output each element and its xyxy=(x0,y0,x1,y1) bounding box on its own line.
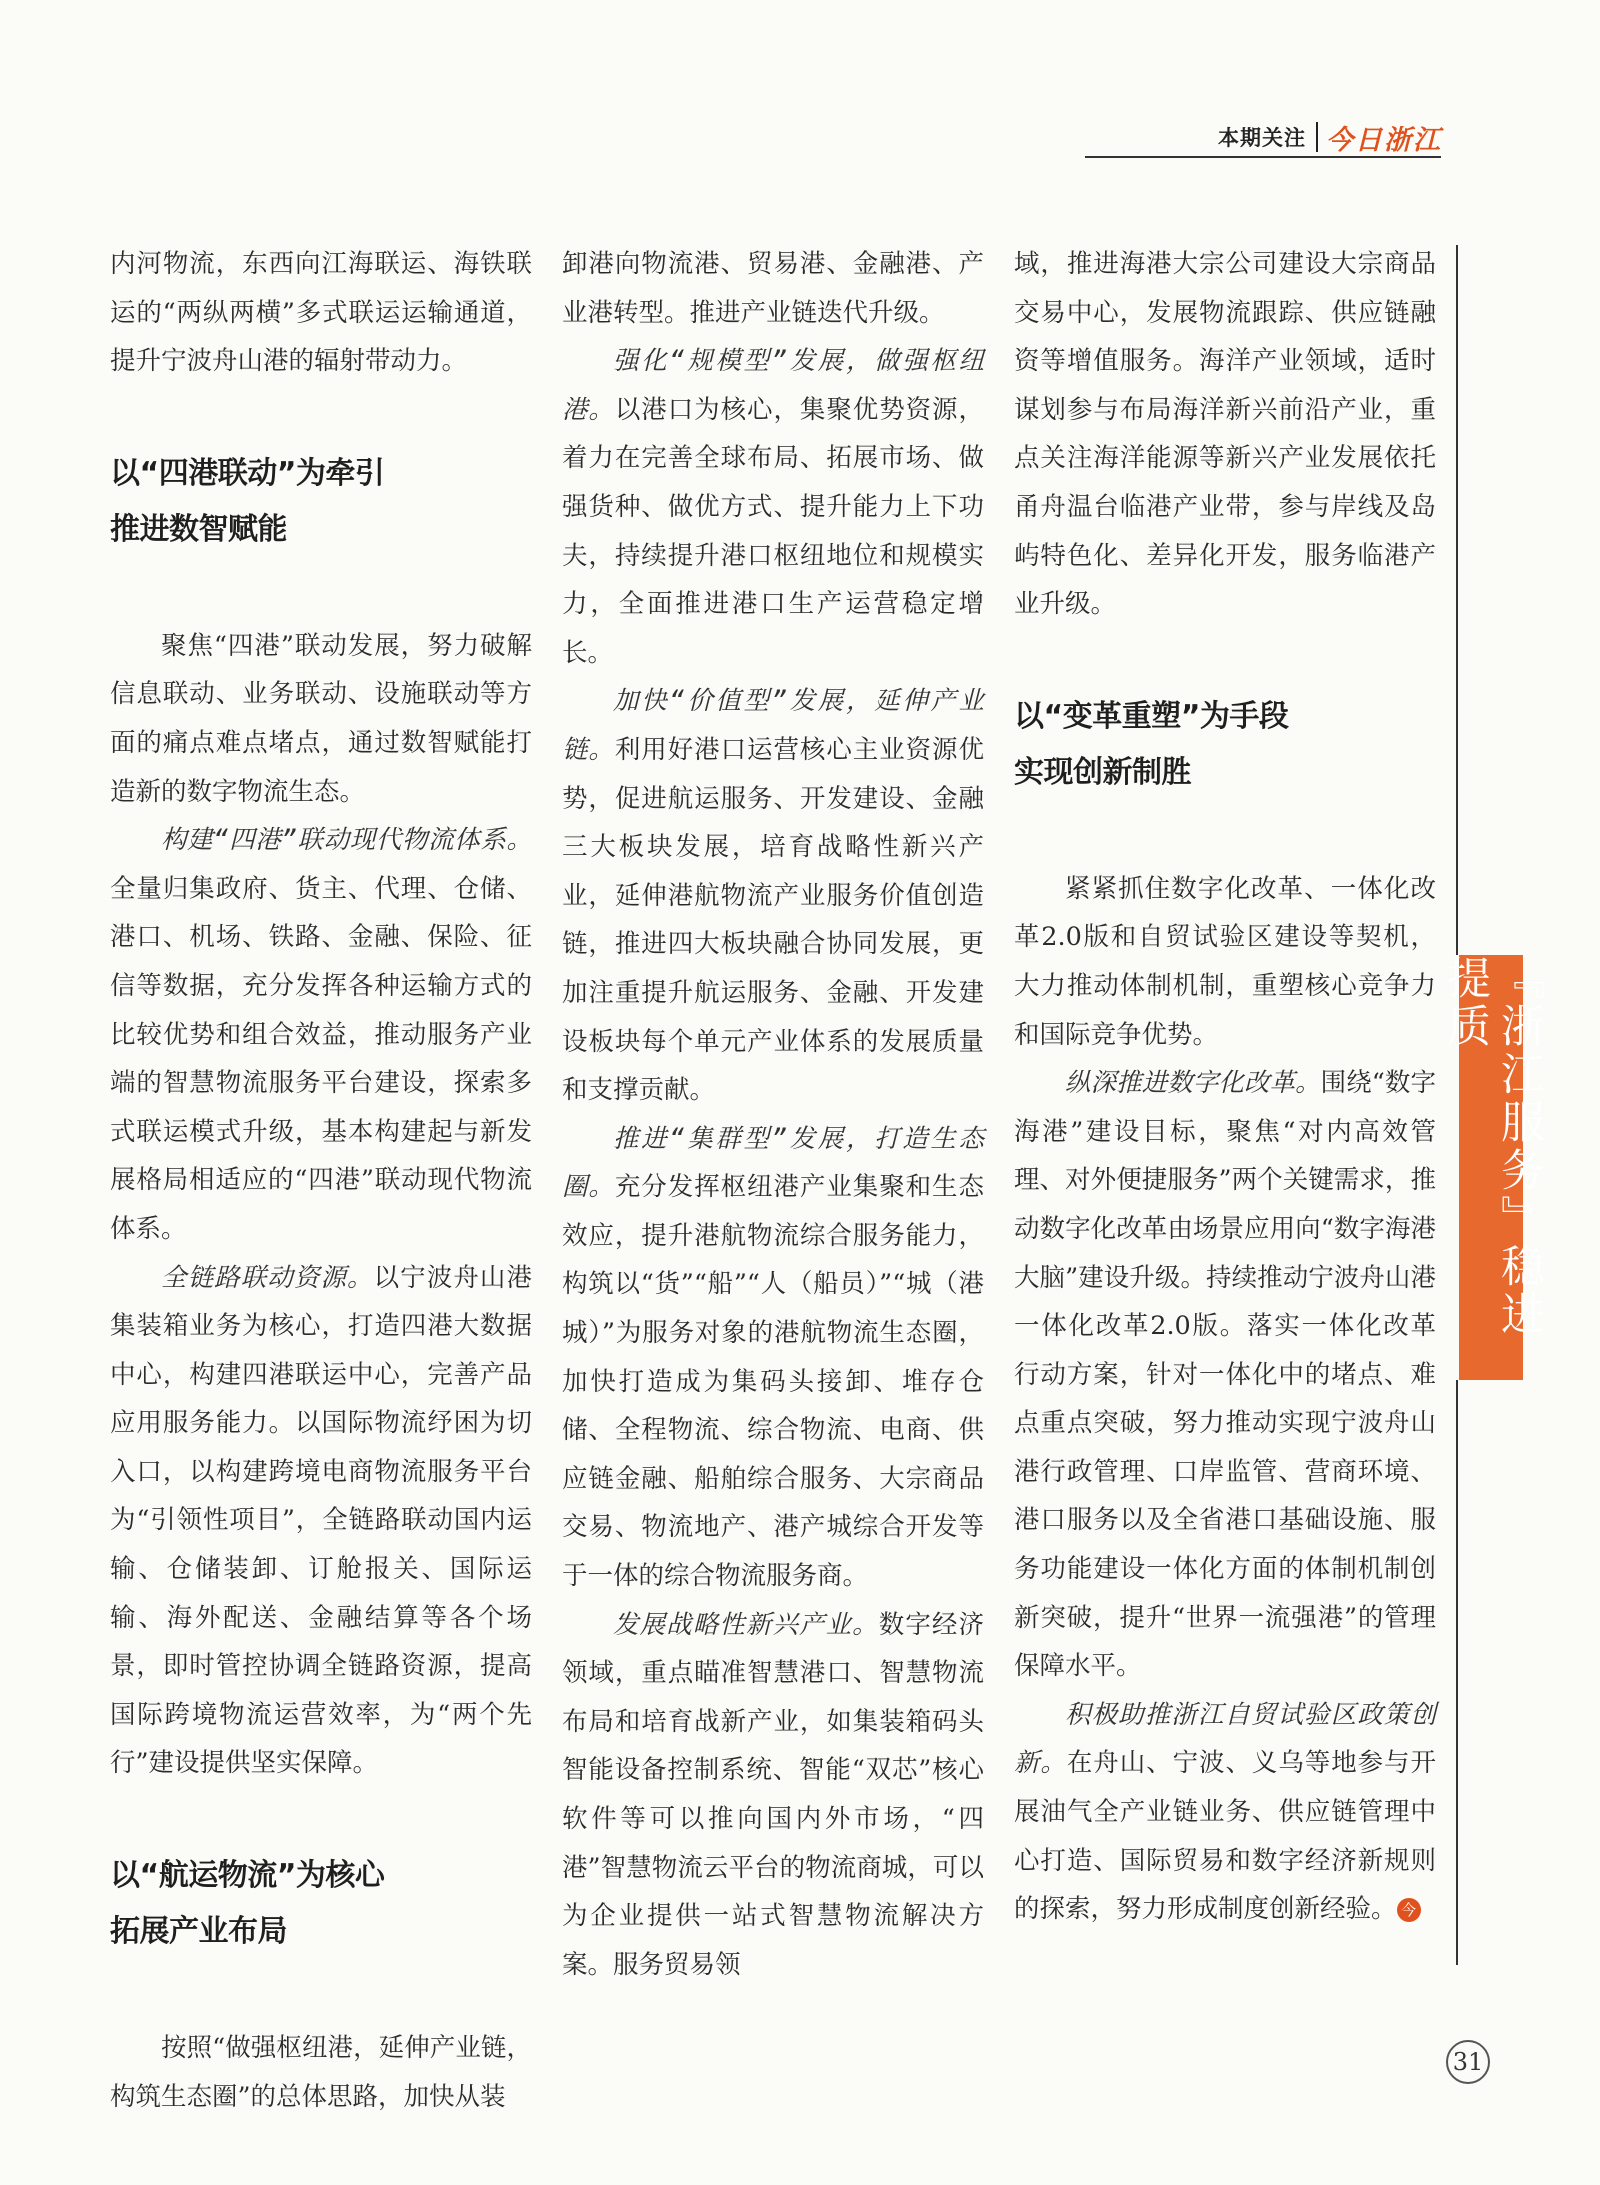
paragraph xyxy=(110,1254,532,1789)
paragraph: 聚焦“四港”联动发展，努力破解信息联动、业务联动、设施联动等方面的痛点难点堵点，通过数智赋能打造新的数字物流生态。 xyxy=(110,630,532,807)
paragraph: 紧紧抓住数字化改革、一体化改革2.0版和自贸试验区建设等契机，大力推动体制机制，重塑核心竞争力和国际竞争优势。 xyxy=(1014,873,1436,1050)
paragraph-lead: 全链路联动资源。 xyxy=(161,1262,374,1293)
paragraph xyxy=(562,677,984,1114)
paragraph-lead: 发展战略性新兴产业。 xyxy=(613,1609,879,1640)
paragraph xyxy=(1014,1059,1436,1691)
paragraph-body: 全量归集政府、货主、代理、仓储、港口、机场、铁路、金融、保险、征信等数据，充分发挥各种运输方式的比较优势和组合效益，推动服务产业端的智慧物流服务平台建设，探索多式联运模式升级，基本构建起与新发展格局相适应的“四港”联动现代物流体系。 xyxy=(110,873,532,1244)
magazine-logo: 今日浙江 xyxy=(1326,124,1442,156)
section-heading-line: 推进数智赋能 xyxy=(110,511,287,547)
paragraph-body: 充分发挥枢纽港产业集聚和生态效应，提升港航物流综合服务能力，构筑以“货”“船”“人（船员）”“城（港城）”为服务对象的港航物流生态圈，加快打造成为集码头接卸、堆存仓储、全程物流、综合物流、电商、供应链金融、船舶综合服务、大宗商品交易、物流地产、港产城综合开发等于一体的综合物流服务商。 xyxy=(562,1172,984,1592)
paragraph-body: 在舟山、宁波、义乌等地参与开展油气全产业链业务、供应链管理中心打造、国际贸易和数字经济新规则的探索，努力形成制度创新经验。 xyxy=(1014,1748,1436,1925)
section-heading-line: 以“航运物流”为核心 xyxy=(110,1858,385,1894)
article-column-1 xyxy=(110,240,532,2121)
paragraph xyxy=(110,816,532,1253)
paragraph-body: 以港口为核心，集聚优势资源，着力在完善全球布局、拓展市场、做强货种、做优方式、提升能力上下功夫，持续提升港口枢纽地位和规模实力，全面推进港口生产运营稳定增长。 xyxy=(562,394,984,668)
paragraph-lead: 强化“规模型”发展，做强枢纽港。 xyxy=(562,346,984,425)
paragraph: 卸港向物流港、贸易港、金融港、产业港转型。推进产业链迭代升级。 xyxy=(562,249,984,328)
header-divider xyxy=(1316,122,1318,152)
paragraph-lead: 加快“价值型”发展，延伸产业链。 xyxy=(562,686,984,765)
paragraph-lead: 积极助推浙江自贸试验区政策创新。 xyxy=(1014,1699,1436,1779)
side-tab-label: 『浙江服务』稳进提质 xyxy=(1439,955,1544,1339)
section-heading xyxy=(110,446,532,558)
section-heading-line: 以“四港联动”为牵引 xyxy=(110,455,385,491)
section-heading-line: 以“变革重塑”为手段 xyxy=(1014,698,1289,734)
article-column-3 xyxy=(1014,240,1436,1934)
paragraph-body: 围绕“数字海港”建设目标，聚焦“对内高效管理、对外便捷服务”两个关键需求，推动数字化改革由场景应用向“数字海港大脑”建设升级。持续推动宁波舟山港一体化改革2.0版。落实一体化改革行动方案，针对一体化中的堵点、难点重点突破，努力推动实现宁波舟山港行政管理、口岸监管、营商环境、港口服务以及全省港口基础设施、服务功能建设一体化方面的体制机制创新突破，提升“世界一流强港”的管理保障水平。 xyxy=(1014,1068,1436,1682)
page-header xyxy=(1218,120,1442,154)
paragraph xyxy=(562,1115,984,1601)
paragraph-lead: 推进“集群型”发展，打造生态圈。 xyxy=(562,1123,984,1203)
paragraph xyxy=(562,1601,984,1990)
end-mark-icon: 今 xyxy=(1397,1898,1421,1922)
section-heading xyxy=(1014,689,1436,801)
paragraph xyxy=(562,337,984,677)
paragraph-body: 以宁波舟山港集装箱业务为核心，打造四港大数据中心，构建四港联运中心，完善产品应用服务能力。以国际物流纾困为切入口，以构建跨境电商物流服务平台为“引领性项目”，全链路联动国内运输、仓储装卸、订舱报关、国际运输、海外配送、金融结算等各个场景，即时管控协调全链路资源，提高国际跨境物流运营效率，为“两个先行”建设提供坚实保障。 xyxy=(110,1262,532,1779)
section-label: 本期关注 xyxy=(1218,126,1306,150)
side-tab xyxy=(1439,955,1544,1380)
header-rule xyxy=(1085,156,1441,158)
paragraph: 内河物流，东西向江海联运、海铁联运的“两纵两横”多式联运运输通道，提升宁波舟山港的辐射带动力。 xyxy=(110,249,532,377)
paragraph xyxy=(1014,1691,1436,1934)
paragraph-lead: 纵深推进数字化改革。 xyxy=(1065,1068,1321,1099)
section-heading-line: 实现创新制胜 xyxy=(1014,754,1191,790)
paragraph: 按照“做强枢纽港，延伸产业链，构筑生态圈”的总体思路，加快从装 xyxy=(110,2033,532,2112)
article-column-2 xyxy=(562,240,984,1989)
page-number: 31 xyxy=(1446,2040,1490,2084)
paragraph-body: 数字经济领域，重点瞄准智慧港口、智慧物流布局和培育战新产业，如集装箱码头智能设备控制系统、智能“双芯”核心软件等可以推向国内外市场，“四港”智慧物流云平台的物流商城，可以为企业提供一站式智慧物流解决方案。服务贸易领 xyxy=(562,1609,984,1980)
paragraph-lead: 构建“四港”联动现代物流体系。 xyxy=(161,825,532,856)
paragraph: 域，推进海港大宗公司建设大宗商品交易中心，发展物流跟踪、供应链融资等增值服务。海洋产业领域，适时谋划参与布局海洋新兴前沿产业，重点关注海洋能源等新兴产业发展依托甬舟温台临港产业带，参与岸线及岛屿特色化、差异化开发，服务临港产业升级。 xyxy=(1014,249,1436,620)
paragraph-body: 利用好港口运营核心主业资源优势，促进航运服务、开发建设、金融三大板块发展，培育战略性新兴产业，延伸港航物流产业服务价值创造链，推进四大板块融合协同发展，更加注重提升航运服务、金融、开发建设板块每个单元产业体系的发展质量和支撑贡献。 xyxy=(562,734,984,1106)
section-heading-line: 拓展产业布局 xyxy=(110,1914,287,1950)
section-heading xyxy=(110,1848,532,1960)
